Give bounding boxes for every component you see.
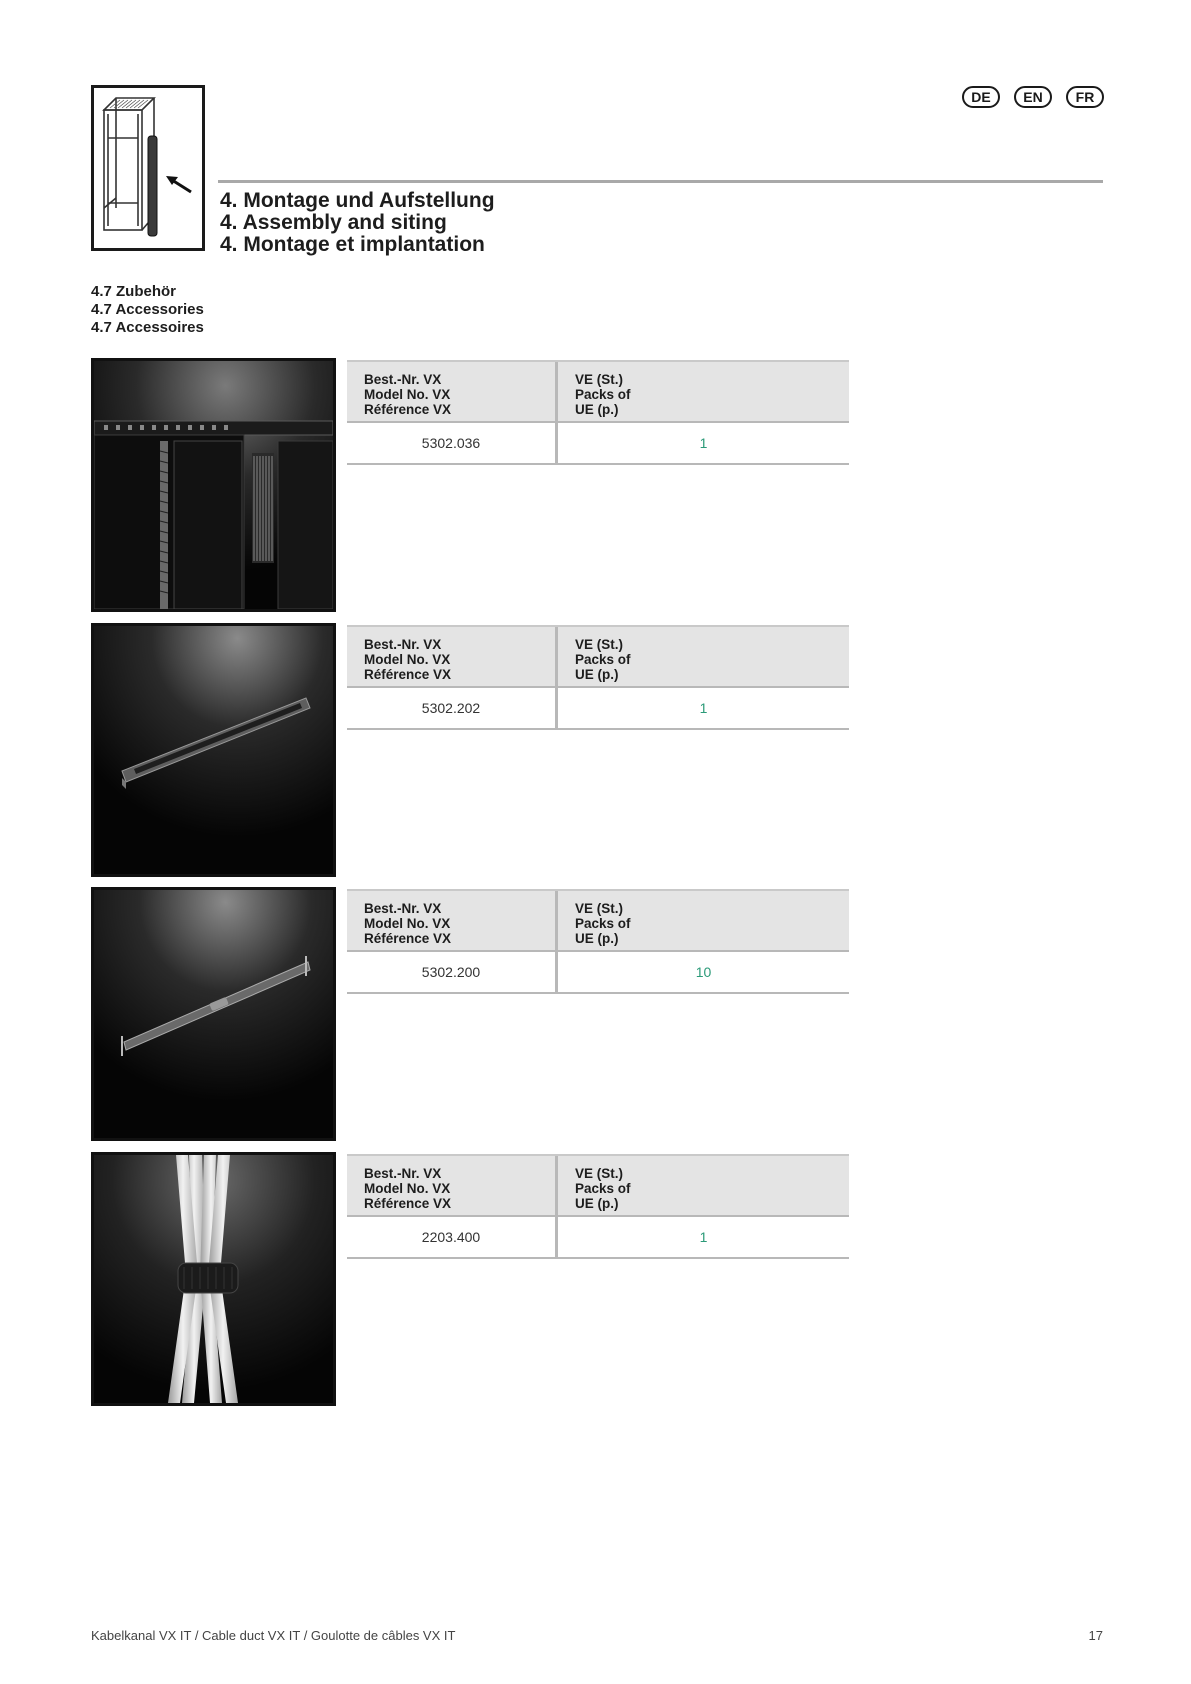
header-model-en: Model No. VX <box>364 916 451 931</box>
model-no-value: 5302.036 <box>347 423 558 463</box>
header-packs-fr: UE (p.) <box>575 1196 619 1211</box>
header-model-fr: Référence VX <box>364 667 452 682</box>
header-model-en: Model No. VX <box>364 387 451 402</box>
packs-of-value: 1 <box>699 435 708 451</box>
chapter-title-en: 4. Assembly and siting <box>220 211 447 234</box>
table-row <box>347 688 849 730</box>
header-packs-en: Packs of <box>575 652 631 667</box>
product-photo-5302-036 <box>91 358 336 612</box>
header-packs-de: VE (St.) <box>575 901 624 916</box>
language-badge-fr: FR <box>1066 86 1104 108</box>
header-packs-fr: UE (p.) <box>575 667 619 682</box>
section-heading-de: 4.7 Zubehör <box>91 283 177 300</box>
packs-of-value: 1 <box>699 700 708 716</box>
product-table <box>347 625 849 730</box>
header-model-no <box>347 362 558 421</box>
product-table-header <box>347 889 849 952</box>
product-photo-5302-202 <box>91 623 336 877</box>
product-table <box>347 889 849 994</box>
model-no-value: 5302.202 <box>347 688 558 728</box>
header-model-no <box>347 627 558 686</box>
header-packs-of <box>558 627 849 686</box>
product-table-header <box>347 360 849 423</box>
header-model-de: Best.-Nr. VX <box>364 372 442 387</box>
packs-of-value: 1 <box>699 1229 708 1245</box>
section-heading-fr: 4.7 Accessoires <box>91 319 204 336</box>
page-number: 17 <box>1088 1628 1103 1643</box>
header-model-de: Best.-Nr. VX <box>364 1166 442 1181</box>
footer-document-title: Kabelkanal VX IT / Cable duct VX IT / Goulotte de câbles VX IT <box>91 1628 456 1643</box>
chapter-title-de: 4. Montage und Aufstellung <box>220 189 495 212</box>
table-row <box>347 1217 849 1259</box>
header-packs-en: Packs of <box>575 387 631 402</box>
header-model-fr: Référence VX <box>364 1196 452 1211</box>
header-rule <box>218 180 1103 183</box>
packs-of-value: 10 <box>695 964 712 980</box>
language-badge-de: DE <box>962 86 1000 108</box>
chapter-title <box>220 190 495 256</box>
model-no-value: 5302.200 <box>347 952 558 992</box>
header-model-no <box>347 891 558 950</box>
header-packs-de: VE (St.) <box>575 637 624 652</box>
chapter-icon-rack-cable-duct <box>91 85 205 251</box>
language-badge-en: EN <box>1014 86 1052 108</box>
section-heading-en: 4.7 Accessories <box>91 301 204 318</box>
header-model-en: Model No. VX <box>364 652 451 667</box>
header-packs-of <box>558 891 849 950</box>
table-row <box>347 423 849 465</box>
header-model-fr: Référence VX <box>364 931 452 946</box>
header-packs-fr: UE (p.) <box>575 931 619 946</box>
product-table-header <box>347 625 849 688</box>
header-packs-fr: UE (p.) <box>575 402 619 417</box>
header-packs-en: Packs of <box>575 1181 631 1196</box>
header-model-no <box>347 1156 558 1215</box>
model-no-value: 2203.400 <box>347 1217 558 1257</box>
header-packs-en: Packs of <box>575 916 631 931</box>
header-packs-of <box>558 1156 849 1215</box>
header-packs-de: VE (St.) <box>575 372 624 387</box>
product-table <box>347 1154 849 1259</box>
table-row <box>347 952 849 994</box>
header-model-fr: Référence VX <box>364 402 452 417</box>
section-heading <box>91 283 204 337</box>
header-model-de: Best.-Nr. VX <box>364 637 442 652</box>
product-photo-5302-200 <box>91 887 336 1141</box>
header-packs-of <box>558 362 849 421</box>
product-table-header <box>347 1154 849 1217</box>
product-table <box>347 360 849 465</box>
product-photo-2203-400 <box>91 1152 336 1406</box>
header-packs-de: VE (St.) <box>575 1166 624 1181</box>
header-model-de: Best.-Nr. VX <box>364 901 442 916</box>
chapter-title-fr: 4. Montage et implantation <box>220 233 485 256</box>
header-model-en: Model No. VX <box>364 1181 451 1196</box>
